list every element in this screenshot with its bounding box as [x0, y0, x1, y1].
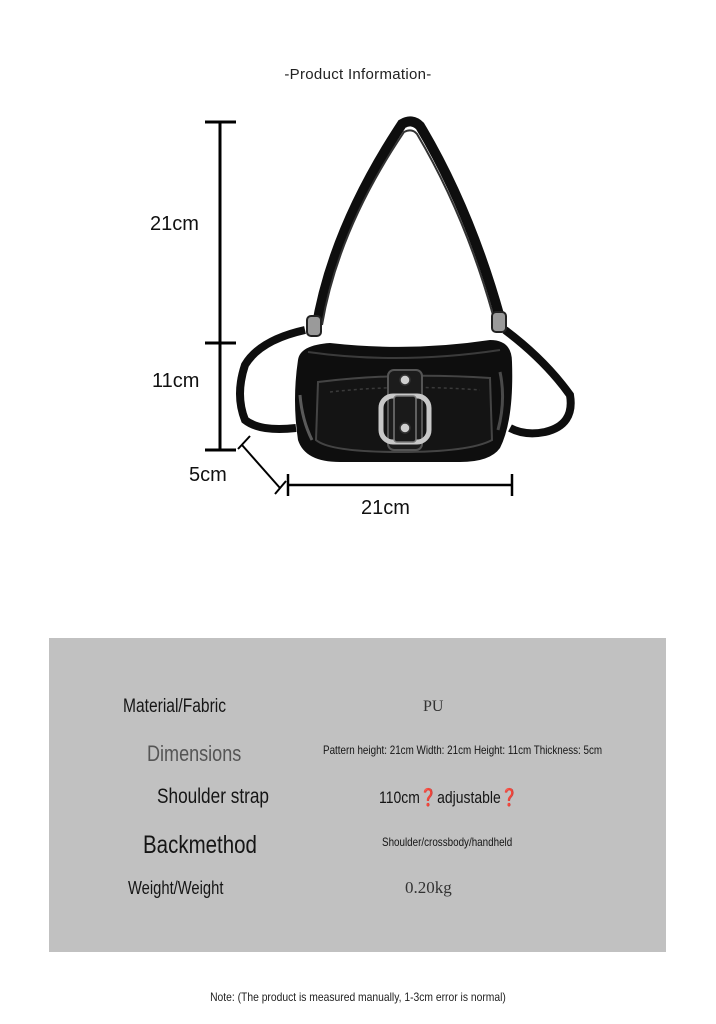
spec-label-weight: Weight/Weight [128, 878, 224, 898]
spec-label-material: Material/Fabric [123, 696, 227, 717]
bag-height-label: 11cm [152, 370, 200, 392]
spec-value-backmethod: Shoulder/crossbody/handheld [382, 835, 513, 849]
spec-label-dimensions: Dimensions [147, 741, 242, 766]
thickness-label: 5cm [189, 464, 227, 486]
spec-label-backmethod: Backmethod [143, 831, 257, 859]
handbag [240, 121, 571, 462]
spec-value-dimensions: Pattern height: 21cm Width: 21cm Height: 11cm Thickness: 5cm [323, 743, 603, 757]
height-ruler [205, 122, 236, 450]
measurement-note: Note: (The product is measured manually, 1-3cm error is normal) [210, 990, 506, 1004]
spec-label-shoulder-strap: Shoulder strap [157, 785, 270, 808]
product-illustration [0, 100, 716, 540]
thickness-ruler [238, 436, 286, 494]
spec-panel [49, 638, 666, 952]
spec-value-material: PU [423, 698, 444, 715]
spec-value-weight: 0.20kg [405, 878, 452, 897]
page-title: -Product Information- [284, 66, 432, 83]
strap-drop-label: 21cm [150, 213, 199, 235]
width-label: 21cm [361, 497, 410, 519]
spec-value-shoulder-strap: 110cm❓adjustable❓ [379, 788, 519, 807]
width-ruler [288, 474, 512, 496]
